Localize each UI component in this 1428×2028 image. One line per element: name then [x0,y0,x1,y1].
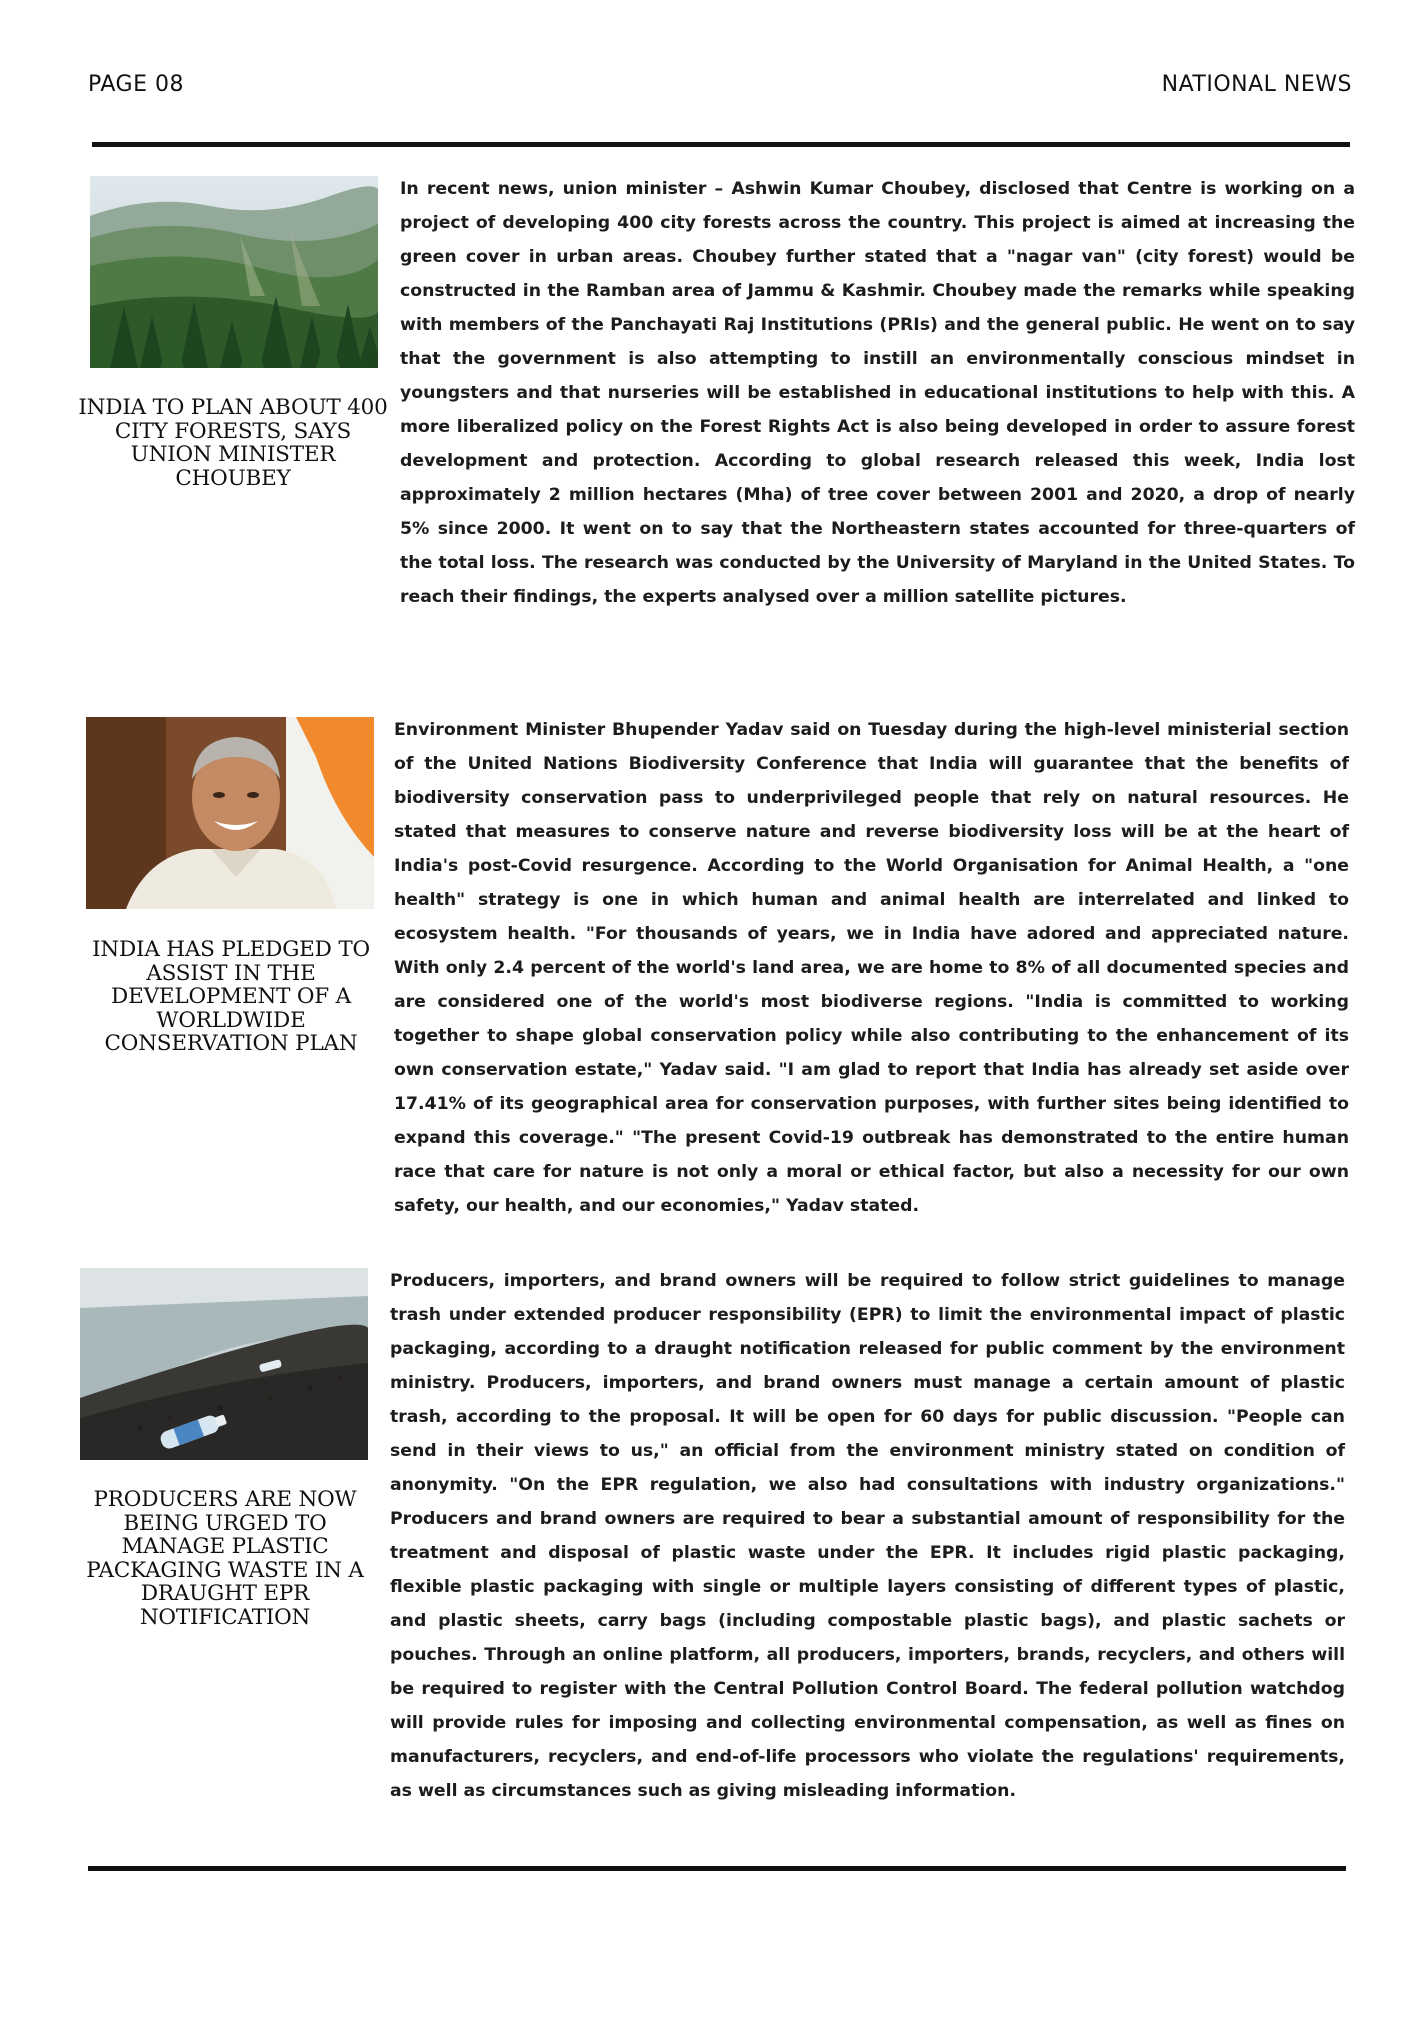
story-headline: INDIA HAS PLEDGED TO ASSIST IN THE DEVELOPMENT OF A WORLDWIDE CONSERVATION PLAN [92,937,370,1056]
minister-portrait-photo [86,717,374,909]
forest-hills-photo [90,176,378,368]
story-body: Environment Minister Bhupender Yadav said on Tuesday during the high-level ministerial section of the United Nations Biodiversity Conference that India will guarantee that the benefits of biodiversity conservation pass to underprivileged people that rely on natural resources. He stated that measures to conserve nature and reverse biodiversity loss will be at the heart of India's post-Covid resurgence. According to the World Organisation for Animal Health, a "one health" strategy is one in which human and animal health are interrelated and linked to ecosystem health. "For thousands of years, we in India have adored and appreciated nature. With only 2.4 percent of the world's land area, we are home to 8% of all documented species and are considered one of the world's most biodiverse regions. "India is committed to working together to shape global conservation policy while also contributing to the enhancement of its own conservation estate," Yadav said. "I am glad to report that India has already set aside over 17.41% of its geographical area for conservation purposes, with further sites being identified to expand this coverage." "The present Covid-19 outbreak has demonstrated to the entire human race that care for nature is not only a moral or ethical factor, but also a necessity for our own safety, our health, and our economies," Yadav stated. [394,720,1349,1216]
beach-plastic-bottle-photo [80,1268,368,1460]
header-rule [92,142,1350,147]
story-body: Producers, importers, and brand owners will be required to follow strict guidelines to manage trash under extended producer responsibility (EPR) to limit the environmental impact of plastic packaging, according to a draught notification released for public comment by the environment ministry. Producers, importers, and brand owners must manage a certain amount of plastic trash, according to the proposal. It will be open for 60 days for public discussion. "People can send in their views to us," an official from the environment ministry stated on condition of anonymity. "On the EPR regulation, we also had consultations with industry organizations." Producers and brand owners are required to bear a substantial amount of responsibility for the treatment and disposal of plastic waste under the EPR. It includes rigid plastic packaging, flexible plastic packaging with single or multiple layers consisting of different types of plastic, and plastic sheets, carry bags (including compostable plastic bags), and plastic sachets or pouches. Through an online platform, all producers, importers, brands, recyclers, and others will be required to register with the Central Pollution Control Board. The federal pollution watchdog will provide rules for imposing and collecting environmental compensation, as well as fines on manufacturers, recyclers, and end-of-life processors who violate the regulations' requirements, as well as circumstances such as giving misleading information. [390,1271,1345,1801]
story-headline: PRODUCERS ARE NOW BEING URGED TO MANAGE PLASTIC PACKAGING WASTE IN A DRAUGHT EPR NOTIFICATION [86,1487,364,1630]
page-number: PAGE 08 [88,72,184,97]
footer-rule [88,1866,1346,1871]
section-title: NATIONAL NEWS [1161,72,1352,97]
story-body: In recent news, union minister – Ashwin Kumar Choubey, disclosed that Centre is working on a project of developing 400 city forests across the country. This project is aimed at increasing the green cover in urban areas. Choubey further stated that a "nagar van" (city forest) would be constructed in the Ramban area of Jammu & Kashmir. Choubey made the remarks while speaking with members of the Panchayati Raj Institutions (PRIs) and the general public. He went on to say that the government is also attempting to instill an environmentally conscious mindset in youngsters and that nurseries will be established in educational institutions to help with this. A more liberalized policy on the Forest Rights Act is also being developed in order to assure forest development and protection. According to global research released this week, India lost approximately 2 million hectares (Mha) of tree cover between 2001 and 2020, a drop of nearly 5% since 2000. It went on to say that the Northeastern states accounted for three-quarters of the total loss. The research was conducted by the University of Maryland in the United States. To reach their findings, the experts analysed over a million satellite pictures. [400,179,1355,607]
story-headline: INDIA TO PLAN ABOUT 400 CITY FORESTS, SAYS UNION MINISTER CHOUBEY [78,395,388,491]
